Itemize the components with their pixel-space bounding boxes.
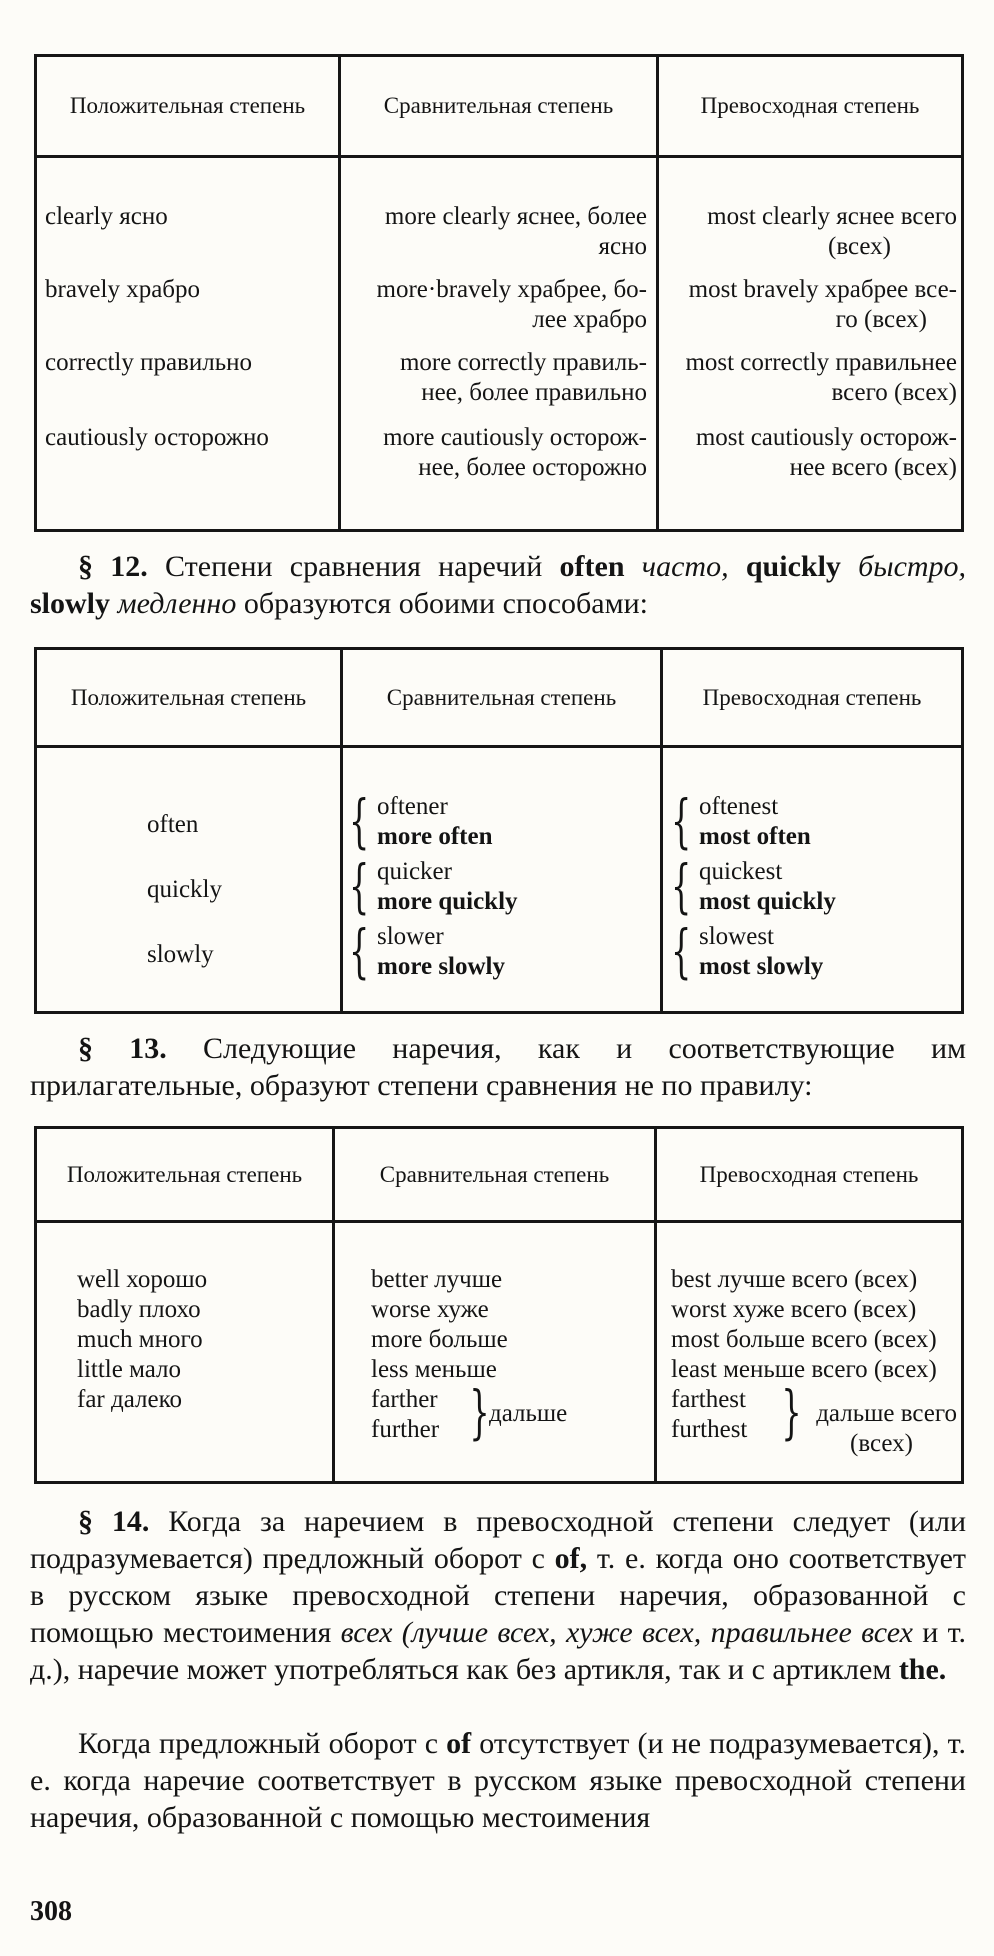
header-comparative: Сравнительная степень bbox=[335, 1129, 657, 1220]
cell-comparative: more clearly яснее, более ясно bbox=[384, 203, 647, 260]
cell-superlative: oftenest most often bbox=[699, 793, 811, 850]
header-superlative: Превосходная степень bbox=[699, 1161, 919, 1187]
column-divider bbox=[340, 650, 343, 1011]
brace-icon: { bbox=[349, 852, 370, 920]
cell-positive: correctly правильно bbox=[45, 349, 252, 376]
table-adverbs-both-ways bbox=[34, 647, 964, 1014]
paragraph-15: Когда предложный оборот с of отсутствует (и не подразумевается), т. е. когда наречие соответствует в русском языке превосходной степени наречия, образованной с помощью местоимения bbox=[30, 1727, 966, 1834]
section-number: § 13. bbox=[78, 1032, 167, 1065]
brace-icon: { bbox=[469, 1378, 490, 1446]
brace-icon: { bbox=[671, 787, 692, 855]
cell-positive: well хорошо badly плохо much много little мало far далеко bbox=[77, 1266, 208, 1413]
table-header bbox=[37, 57, 961, 158]
cell-positive: slowly bbox=[147, 941, 214, 968]
cell-comparative: more correctly правиль- нее, более правильно bbox=[399, 349, 647, 406]
cell-superlative: best лучше всего (всех) worst хуже всего (всех) most больше всего (всех) least меньше всего (всех) farthest furthest bbox=[671, 1266, 937, 1443]
column-divider bbox=[660, 650, 663, 1011]
cell-superlative: quickest most quickly bbox=[699, 858, 836, 915]
cell-superlative: most cautiously осторож- нее всего (всех) bbox=[695, 424, 957, 481]
header-comparative: Сравнительная степень bbox=[341, 57, 659, 155]
table-header bbox=[37, 650, 961, 748]
brace-icon: { bbox=[349, 917, 370, 985]
cell-comparative: more cautiously осторож- нее, более осторожно bbox=[383, 424, 647, 481]
cell-positive: cautiously осторожно bbox=[45, 424, 269, 451]
paragraph-13: § 13. Следующие наречия, как и соответствующие им прилагательные, образуют степени сравнения не по правилу: bbox=[30, 1032, 967, 1102]
cell-positive: quickly bbox=[147, 876, 222, 903]
section-number: § 14. bbox=[78, 1505, 150, 1538]
header-superlative: Превосходная степень bbox=[702, 684, 922, 710]
header-positive: Положительная степень bbox=[37, 57, 341, 155]
cell-comparative: oftener more often bbox=[377, 793, 493, 850]
paragraph-14: § 14. Когда за наречием в превосходной степени следует (или подразумевается) предложный оборот с of, т. е. когда оно соответствует в русском языке превосходной степени наречия, образованной с помощью местоимения всех (лучше всех, хуже всех, правильнее всех и т. д.), наречие может употребляться как без артикля, так и с артиклем the. bbox=[30, 1505, 967, 1686]
comparative-brace-label: дальше bbox=[489, 1400, 568, 1427]
header-superlative: Превосходная степень bbox=[700, 93, 920, 118]
header-comparative: Сравнительная степень bbox=[343, 650, 663, 745]
table-adverbs-regular bbox=[34, 54, 964, 532]
cell-superlative: most clearly яснее всего (всех) bbox=[707, 203, 957, 260]
paragraph-12: § 12. Степени сравнения наречий often часто, quickly быстро, slowly медленно образуются обоими способами: bbox=[30, 550, 967, 620]
column-divider bbox=[654, 1129, 657, 1481]
cell-positive: bravely храбро bbox=[45, 276, 201, 303]
page-number: 308 bbox=[30, 1896, 72, 1927]
cell-superlative: most correctly правильнее всего (всех) bbox=[685, 349, 957, 406]
cell-comparative: slower more slowly bbox=[377, 923, 505, 980]
brace-icon: { bbox=[671, 917, 692, 985]
cell-superlative: slowest most slowly bbox=[699, 923, 824, 980]
brace-icon: { bbox=[781, 1378, 802, 1446]
header-positive: Положительная степень bbox=[37, 650, 343, 745]
cell-comparative: more·bravely храбрее, бо- лее храбро bbox=[376, 276, 647, 333]
header-positive: Положительная степень bbox=[37, 1129, 335, 1220]
column-divider bbox=[338, 57, 341, 529]
cell-positive: clearly ясно bbox=[45, 203, 168, 230]
cell-comparative: better лучше worse хуже more больше less меньше farther further bbox=[371, 1266, 508, 1443]
table-header bbox=[37, 1129, 961, 1223]
cell-comparative: quicker more quickly bbox=[377, 858, 518, 915]
brace-icon: { bbox=[671, 852, 692, 920]
column-divider bbox=[656, 57, 659, 529]
brace-icon: { bbox=[349, 787, 370, 855]
superlative-brace-label: дальше всего (всех) bbox=[816, 1400, 957, 1457]
section-number: § 12. bbox=[78, 550, 148, 583]
table-adverbs-irregular bbox=[34, 1126, 964, 1484]
cell-superlative: most bravely храбрее все- го (всех) bbox=[688, 276, 957, 333]
column-divider bbox=[332, 1129, 335, 1481]
cell-positive: often bbox=[147, 811, 199, 838]
